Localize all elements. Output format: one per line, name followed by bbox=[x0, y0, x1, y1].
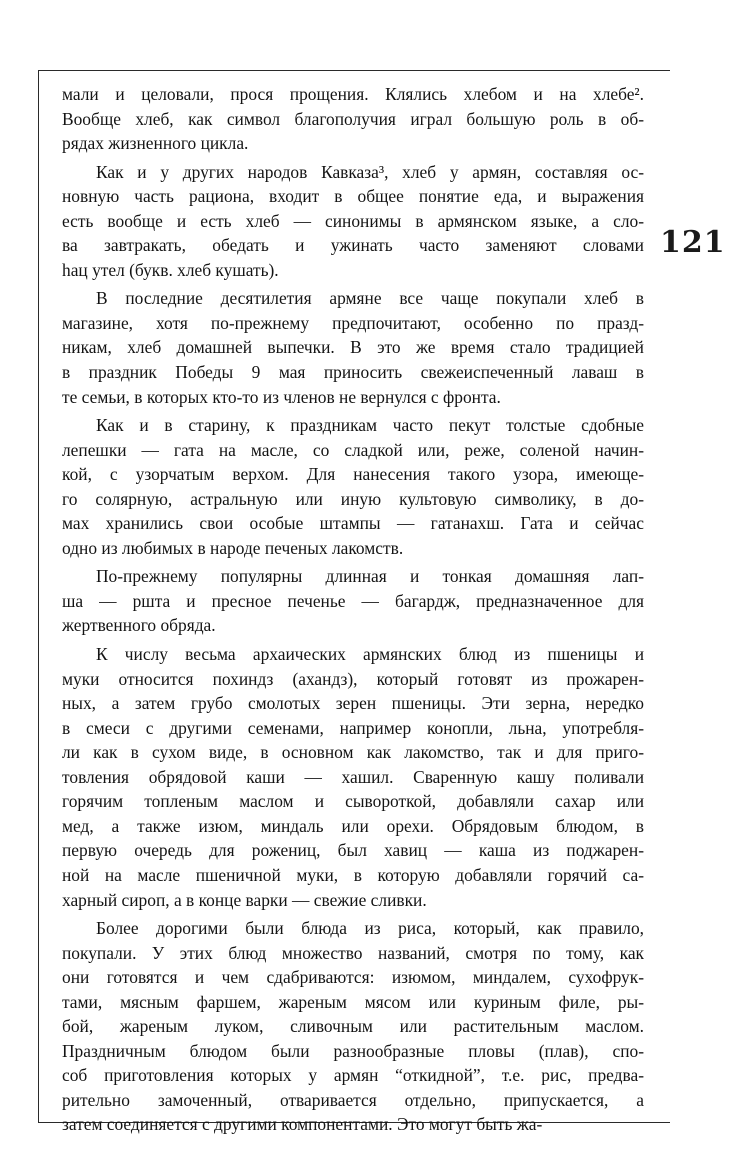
text-line: никам, хлеб домашней выпечки. В это же время стало традицией bbox=[62, 337, 644, 358]
text-line: кой, с узорчатым верхом. Для нанесения такого узора, имеюще- bbox=[62, 464, 644, 485]
paragraph bbox=[62, 413, 644, 560]
paragraph bbox=[62, 82, 644, 156]
text-line: соб приготовления которых у армян “откидной”, т.е. рис, предва- bbox=[62, 1065, 644, 1086]
text-line: ных, а затем грубо смолотых зерен пшеницы. Эти зерна, нередко bbox=[62, 693, 644, 714]
paragraph bbox=[62, 642, 644, 912]
text-line: мали и целовали, прося прощения. Клялись хлебом и на хлебе². bbox=[62, 84, 644, 104]
text-line: товления обрядовой каши — хашил. Сваренную кашу поливали bbox=[62, 766, 644, 787]
text-line: ва завтракать, обедать и ужинать часто заменяют словами bbox=[62, 235, 644, 256]
text-line: Вообще хлеб, как символ благополучия играл большую роль в об- bbox=[62, 108, 644, 129]
paragraph bbox=[62, 916, 644, 1137]
text-line: ной на масле пшеничной муки, в которую добавляли горячий са- bbox=[62, 864, 644, 885]
text-line: муки относится похиндз (ахандз), который готовят из прожарен- bbox=[62, 668, 644, 689]
text-line: рядах жизненного цикла. bbox=[62, 133, 249, 154]
paragraph bbox=[62, 564, 644, 638]
text-line: ша — ршта и пресное печенье — багардж, предназначенное для bbox=[62, 590, 644, 611]
page-frame-left-rule bbox=[38, 70, 39, 1123]
text-line: в праздник Победы 9 мая приносить свежеиспеченный лаваш в bbox=[62, 362, 644, 383]
text-line: К числу весьма архаических армянских блюд из пшеницы и bbox=[96, 644, 644, 665]
page-frame-top-rule bbox=[38, 70, 670, 71]
text-line: те семьи, в которых кто-то из членов не вернулся с фронта. bbox=[62, 386, 501, 407]
text-line: они готовятся и чем сдабриваются: изюмом, миндалем, сухофрук- bbox=[62, 967, 644, 988]
text-line: новную часть рациона, входит в общее понятие еда, и выражения bbox=[62, 186, 644, 207]
text-line: затем соединяется с другими компонентами. Это могут быть жа- bbox=[62, 1114, 543, 1135]
text-line: бой, жареным луком, сливочным или растительным маслом. bbox=[62, 1016, 644, 1037]
text-line: Более дорогими были блюда из риса, который, как правило, bbox=[96, 918, 644, 939]
paragraph bbox=[62, 286, 644, 409]
text-line: лепешки — гата на масле, со сладкой или, реже, соленой начин- bbox=[62, 439, 644, 460]
text-line: есть вообще и есть хлеб — синонимы в армянском языке, а сло- bbox=[62, 210, 644, 231]
text-line: Как и у других народов Кавказа³, хлеб у армян, составляя ос- bbox=[96, 161, 644, 182]
text-line: жертвенного обряда. bbox=[62, 615, 216, 636]
text-line: мед, а также изюм, миндаль или орехи. Обрядовым блюдом, в bbox=[62, 815, 644, 836]
page-number: 121 bbox=[660, 225, 726, 260]
text-line: Праздничным блюдом были разнообразные пловы (плав), спо- bbox=[62, 1040, 644, 1061]
text-line: харный сироп, а в конце варки — свежие сливки. bbox=[62, 889, 427, 910]
text-line: одно из любимых в народе печеных лакомств. bbox=[62, 537, 404, 558]
text-line: тами, мясным фаршем, жареным мясом или куриным филе, ры- bbox=[62, 991, 644, 1012]
text-line: По-прежнему популярны длинная и тонкая домашняя лап- bbox=[96, 566, 644, 587]
text-line: го солярную, астральную или иную культовую символику, в до- bbox=[62, 488, 644, 509]
text-line: магазине, хотя по-прежнему предпочитают, особенно по празд- bbox=[62, 312, 644, 333]
paragraph bbox=[62, 160, 644, 283]
text-line: в смеси с другими семенами, например конопли, льна, употребля- bbox=[62, 717, 644, 738]
text-line: Как и в старину, к праздникам часто пекут толстые сдобные bbox=[96, 415, 644, 436]
text-line: мах хранились свои особые штампы — гатанахш. Гата и сейчас bbox=[62, 513, 644, 534]
text-line: рительно замоченный, отваривается отдельно, припускается, а bbox=[62, 1089, 644, 1110]
text-line: ли как в сухом виде, в основном как лакомство, так и для приго- bbox=[62, 742, 644, 763]
text-line: В последние десятилетия армяне все чаще покупали хлеб в bbox=[96, 288, 644, 309]
body-text bbox=[62, 82, 644, 1137]
text-line: hац утел (букв. хлеб кушать). bbox=[62, 259, 279, 280]
text-line: покупали. У этих блюд множество названий, смотря по тому, как bbox=[62, 942, 644, 963]
text-line: горячим топленым маслом и сывороткой, добавляли сахар или bbox=[62, 791, 644, 812]
text-line: первую очередь для рожениц, был хавиц — каша из поджарен- bbox=[62, 840, 644, 861]
